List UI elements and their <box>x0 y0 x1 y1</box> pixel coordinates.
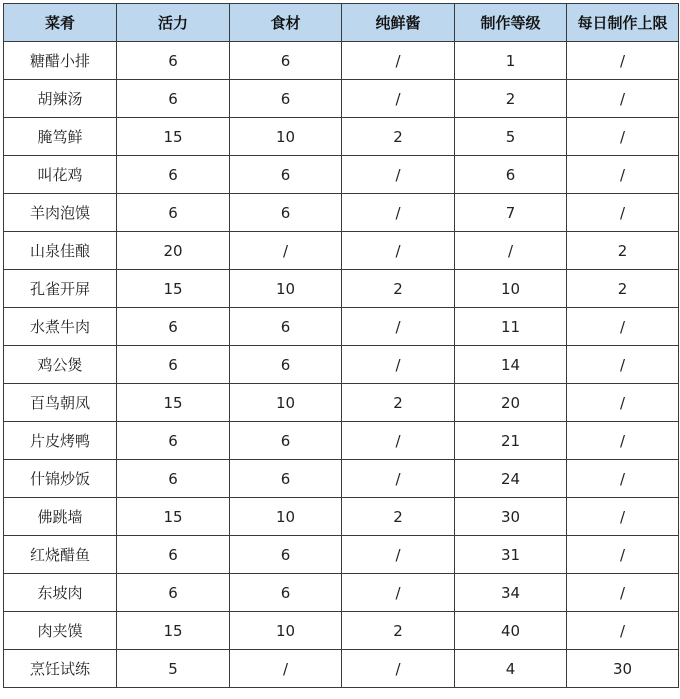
cell-energy: 20 <box>117 232 230 270</box>
cell-ingredients: 6 <box>230 422 342 460</box>
table-row <box>4 422 679 460</box>
cell-daily-limit: 2 <box>567 232 679 270</box>
cell-craft-level: 10 <box>455 270 567 308</box>
cell-daily-limit: / <box>567 384 679 422</box>
cell-energy: 6 <box>117 346 230 384</box>
cell-craft-level: 2 <box>455 80 567 118</box>
cell-ingredients: 6 <box>230 536 342 574</box>
cell-ingredients: 6 <box>230 574 342 612</box>
cell-craft-level: 7 <box>455 194 567 232</box>
cell-energy: 15 <box>117 270 230 308</box>
table-row <box>4 574 679 612</box>
header-energy: 活力 <box>117 4 230 42</box>
header-row <box>4 4 679 42</box>
cell-daily-limit: / <box>567 156 679 194</box>
cell-sauce: / <box>342 194 455 232</box>
cell-sauce: / <box>342 156 455 194</box>
cell-sauce: / <box>342 80 455 118</box>
cell-energy: 6 <box>117 194 230 232</box>
cell-daily-limit: / <box>567 118 679 156</box>
cell-ingredients: 6 <box>230 194 342 232</box>
cell-sauce: 2 <box>342 118 455 156</box>
cell-daily-limit: / <box>567 460 679 498</box>
cell-ingredients: / <box>230 650 342 688</box>
cell-ingredients: 6 <box>230 346 342 384</box>
cell-sauce: 2 <box>342 498 455 536</box>
cell-ingredients: 10 <box>230 384 342 422</box>
cell-ingredients: 6 <box>230 80 342 118</box>
cell-ingredients: 10 <box>230 270 342 308</box>
cell-craft-level: 6 <box>455 156 567 194</box>
cell-craft-level: 31 <box>455 536 567 574</box>
cell-craft-level: 1 <box>455 42 567 80</box>
cell-energy: 6 <box>117 156 230 194</box>
table-row <box>4 194 679 232</box>
cell-dish: 红烧醋鱼 <box>4 536 117 574</box>
cell-sauce: 2 <box>342 270 455 308</box>
cell-dish: 山泉佳酿 <box>4 232 117 270</box>
cell-craft-level: 20 <box>455 384 567 422</box>
cell-dish: 烹饪试练 <box>4 650 117 688</box>
cell-energy: 6 <box>117 460 230 498</box>
cell-craft-level: 11 <box>455 308 567 346</box>
cell-craft-level: / <box>455 232 567 270</box>
cell-energy: 6 <box>117 422 230 460</box>
cell-daily-limit: / <box>567 308 679 346</box>
table-row <box>4 384 679 422</box>
header-daily-limit: 每日制作上限 <box>567 4 679 42</box>
cell-dish: 百鸟朝凤 <box>4 384 117 422</box>
cell-dish: 片皮烤鸭 <box>4 422 117 460</box>
table-row <box>4 650 679 688</box>
table-row <box>4 270 679 308</box>
cell-dish: 腌笃鲜 <box>4 118 117 156</box>
cell-dish: 孔雀开屏 <box>4 270 117 308</box>
table-row <box>4 232 679 270</box>
cell-daily-limit: / <box>567 80 679 118</box>
table-row <box>4 498 679 536</box>
cell-energy: 6 <box>117 80 230 118</box>
table-row <box>4 80 679 118</box>
cell-daily-limit: / <box>567 574 679 612</box>
cell-energy: 6 <box>117 574 230 612</box>
cell-craft-level: 5 <box>455 118 567 156</box>
cell-ingredients: 6 <box>230 42 342 80</box>
cell-energy: 6 <box>117 536 230 574</box>
cell-sauce: / <box>342 650 455 688</box>
cell-energy: 15 <box>117 498 230 536</box>
cell-sauce: / <box>342 422 455 460</box>
cell-dish: 叫花鸡 <box>4 156 117 194</box>
cell-daily-limit: 30 <box>567 650 679 688</box>
cell-sauce: 2 <box>342 612 455 650</box>
cell-dish: 佛跳墙 <box>4 498 117 536</box>
cell-craft-level: 4 <box>455 650 567 688</box>
cell-craft-level: 14 <box>455 346 567 384</box>
cell-sauce: 2 <box>342 384 455 422</box>
cell-dish: 胡辣汤 <box>4 80 117 118</box>
cell-dish: 水煮牛肉 <box>4 308 117 346</box>
cell-ingredients: 6 <box>230 156 342 194</box>
cell-daily-limit: / <box>567 422 679 460</box>
cell-daily-limit: / <box>567 194 679 232</box>
cell-energy: 15 <box>117 118 230 156</box>
cell-sauce: / <box>342 232 455 270</box>
header-ingredients: 食材 <box>230 4 342 42</box>
cell-energy: 5 <box>117 650 230 688</box>
header-dish: 菜肴 <box>4 4 117 42</box>
cell-daily-limit: / <box>567 536 679 574</box>
cell-craft-level: 34 <box>455 574 567 612</box>
table-row <box>4 346 679 384</box>
cell-sauce: / <box>342 536 455 574</box>
cell-dish: 糖醋小排 <box>4 42 117 80</box>
cell-dish: 肉夹馍 <box>4 612 117 650</box>
cell-sauce: / <box>342 308 455 346</box>
cell-dish: 鸡公煲 <box>4 346 117 384</box>
cell-daily-limit: / <box>567 498 679 536</box>
cell-sauce: / <box>342 574 455 612</box>
cell-ingredients: 6 <box>230 460 342 498</box>
cell-daily-limit: 2 <box>567 270 679 308</box>
cell-sauce: / <box>342 346 455 384</box>
cell-daily-limit: / <box>567 346 679 384</box>
cell-ingredients: 10 <box>230 118 342 156</box>
recipe-table <box>3 3 679 688</box>
table-row <box>4 156 679 194</box>
recipe-table-container <box>3 3 678 688</box>
cell-craft-level: 24 <box>455 460 567 498</box>
cell-dish: 羊肉泡馍 <box>4 194 117 232</box>
table-header <box>4 4 679 42</box>
cell-ingredients: 10 <box>230 498 342 536</box>
table-body <box>4 42 679 688</box>
table-row <box>4 612 679 650</box>
table-row <box>4 42 679 80</box>
header-sauce: 纯鲜酱 <box>342 4 455 42</box>
cell-ingredients: / <box>230 232 342 270</box>
cell-sauce: / <box>342 42 455 80</box>
table-row <box>4 118 679 156</box>
cell-energy: 15 <box>117 612 230 650</box>
cell-energy: 6 <box>117 308 230 346</box>
cell-energy: 15 <box>117 384 230 422</box>
cell-craft-level: 21 <box>455 422 567 460</box>
cell-dish: 什锦炒饭 <box>4 460 117 498</box>
cell-dish: 东坡肉 <box>4 574 117 612</box>
cell-ingredients: 10 <box>230 612 342 650</box>
table-row <box>4 308 679 346</box>
cell-energy: 6 <box>117 42 230 80</box>
cell-craft-level: 40 <box>455 612 567 650</box>
cell-daily-limit: / <box>567 612 679 650</box>
cell-craft-level: 30 <box>455 498 567 536</box>
header-craft-level: 制作等级 <box>455 4 567 42</box>
cell-daily-limit: / <box>567 42 679 80</box>
cell-sauce: / <box>342 460 455 498</box>
table-row <box>4 536 679 574</box>
table-row <box>4 460 679 498</box>
cell-ingredients: 6 <box>230 308 342 346</box>
